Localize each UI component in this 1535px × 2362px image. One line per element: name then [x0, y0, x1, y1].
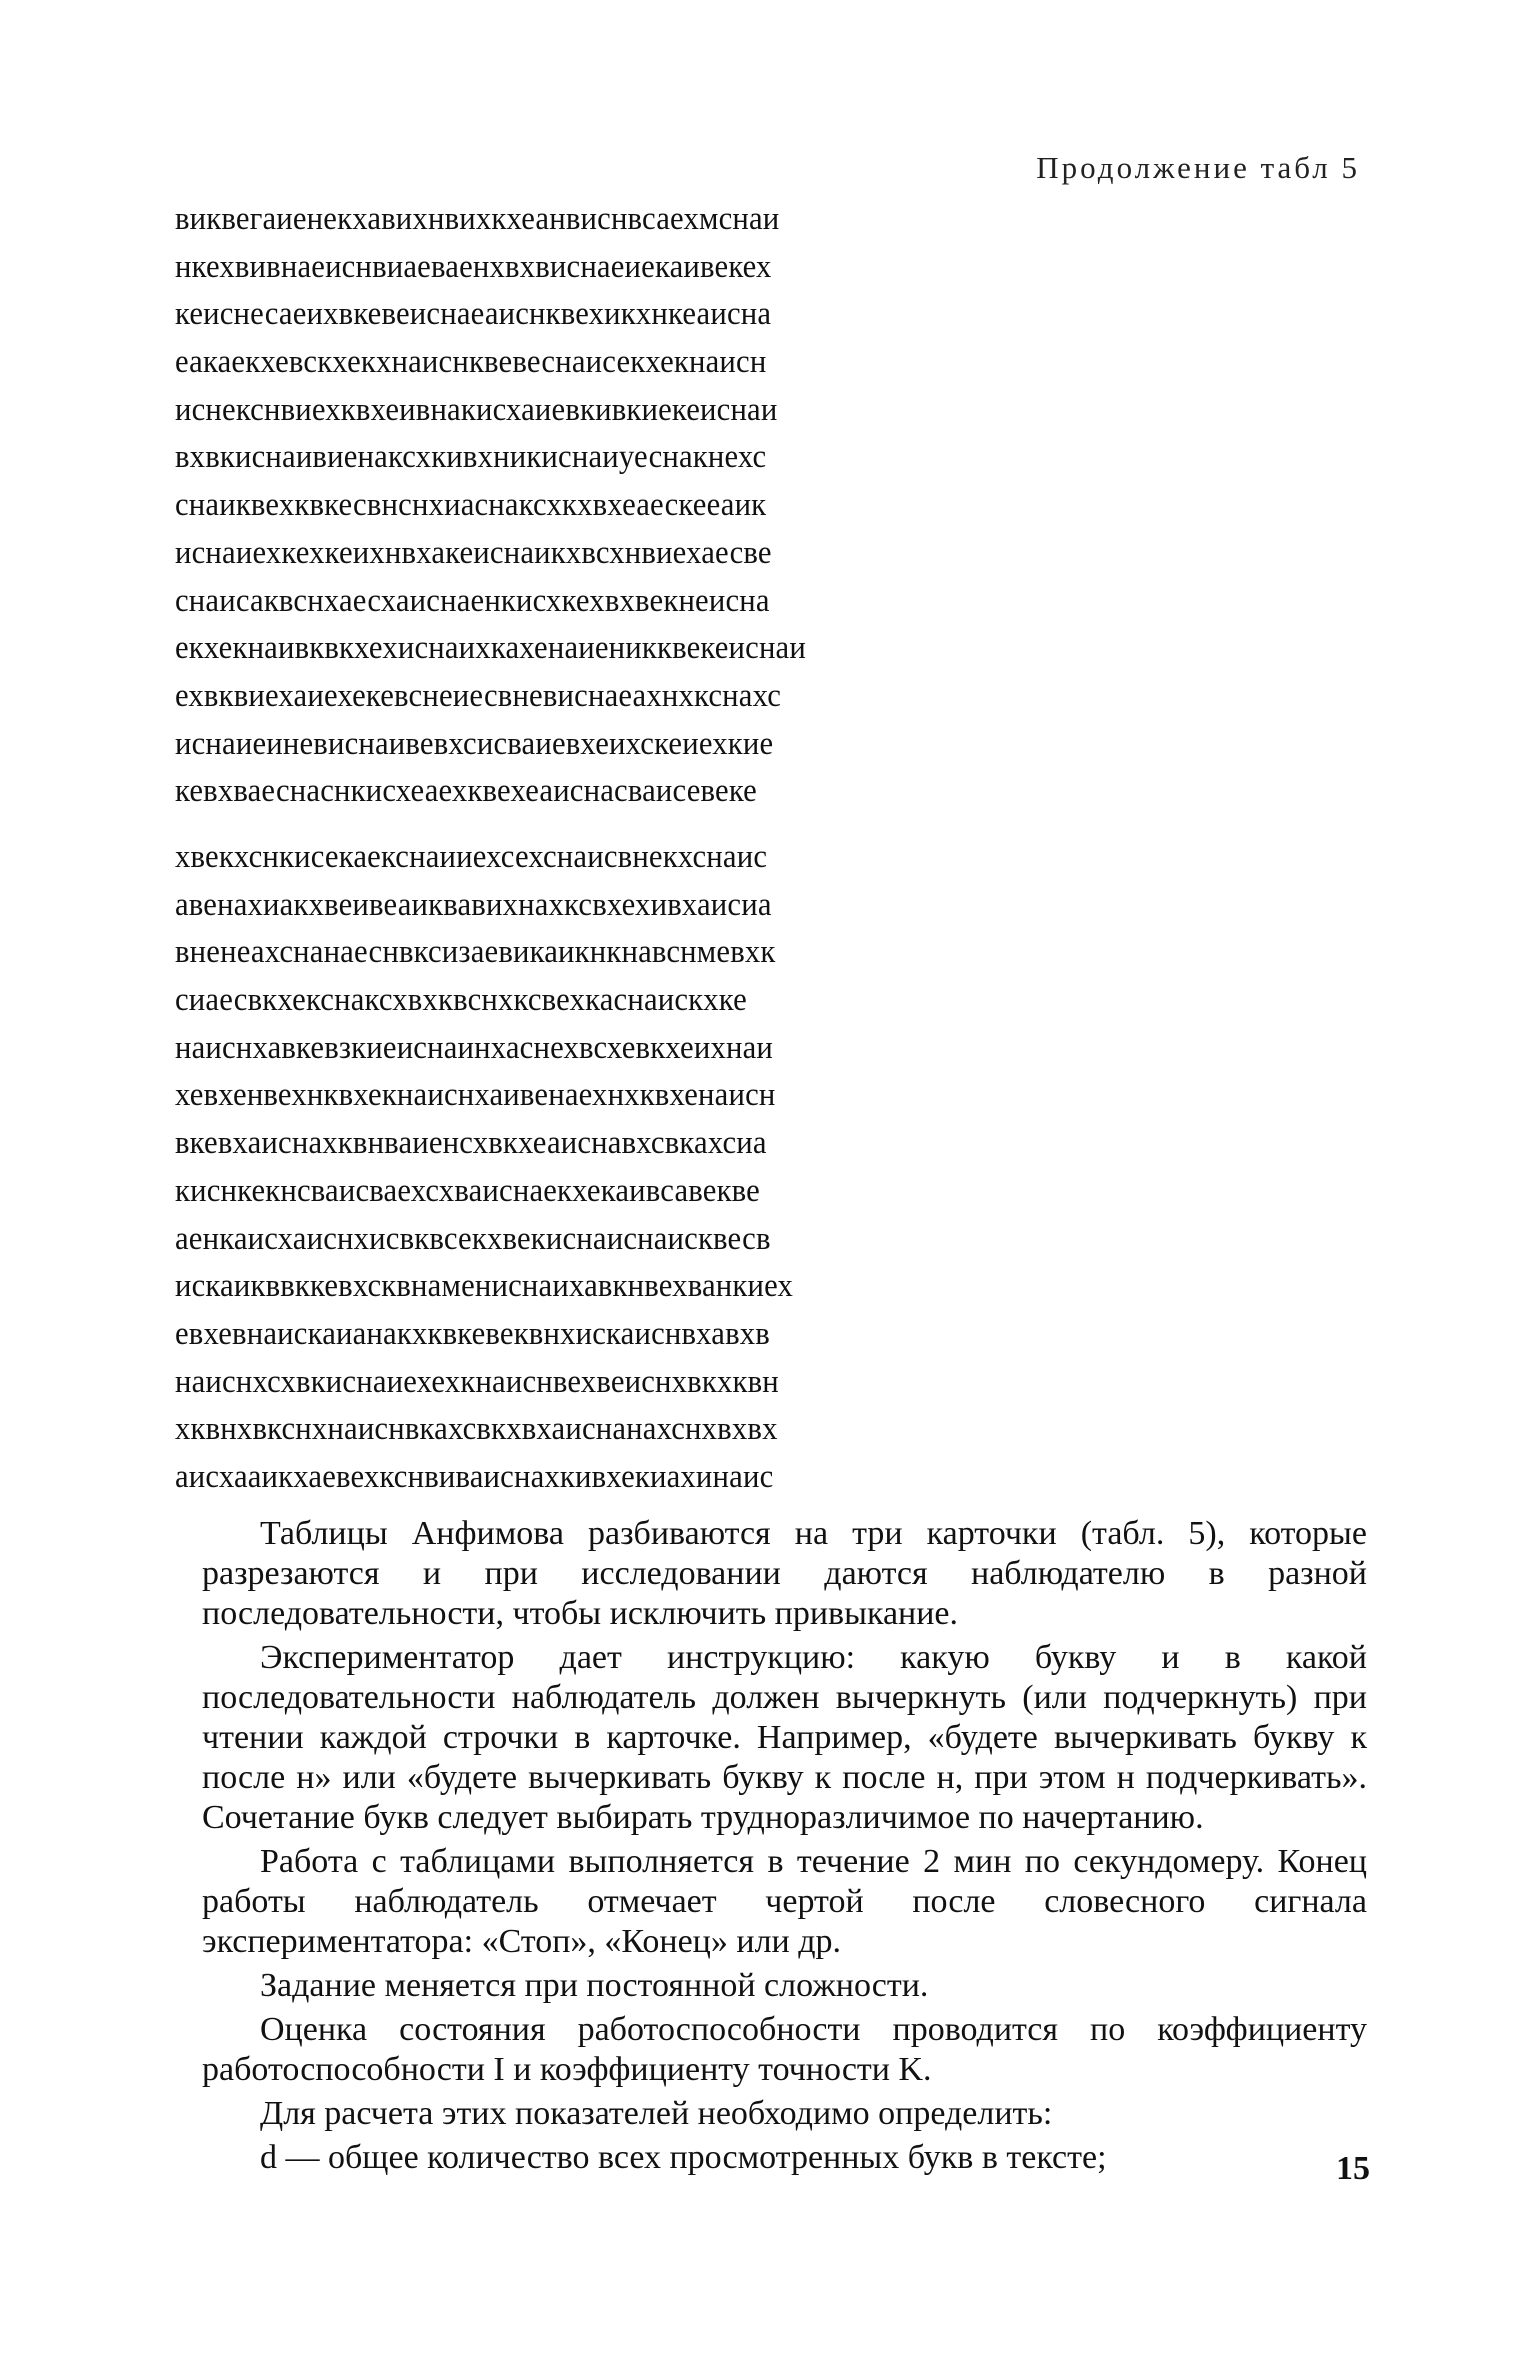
- table-row: снаисаквснхаесхаиснаенкисхкехвхвекнеисна: [175, 582, 770, 619]
- letter-table-block-2: [175, 834, 935, 1502]
- paragraph: Экспериментатор дает инструкцию: какую букву и в какой последовательности наблюдатель должен вычеркнуть (или подчеркнуть) при чтении каждой строчки в карточке. Например, «будете вычеркивать букву к после н» или «будете вычеркивать букву к после н, при этом н подчеркивать». Сочетание букв следует выбирать трудноразличимое по начертанию.: [202, 1639, 1367, 1836]
- body-text: [202, 1514, 1367, 2182]
- table-row: киснкекнсваисваехсхваиснаекхекаивсавекве: [175, 1172, 760, 1209]
- letter-table-block-1: [175, 196, 935, 816]
- paragraph: Работа с таблицами выполняется в течение 2 мин по секундомеру. Конец работы наблюдатель отмечает чертой после словесного сигнала экспериментатора: «Стоп», «Конец» или др.: [202, 1843, 1367, 1960]
- table-row: аисхааикхаевехкснвиваиснахкивхекиахинаис: [175, 1458, 774, 1495]
- table-row: иснекснвиехквхеивнакисхаиевкивкиекеиснаи: [175, 391, 778, 428]
- table-row: еакаекхевскхекхнаиснквевеснаисекхекнаисн: [175, 344, 767, 381]
- table-row: снаиквехквкесвнснхиаснаксхкхвхеаескееаик: [175, 487, 767, 524]
- table-row: хквнхвкснхнаиснвкахсвкхвхаиснанахснхвхвх: [175, 1411, 778, 1448]
- table-row: иснаиехкехкеихнвхакеиснаикхвсхнвиехаесве: [175, 534, 772, 571]
- table-row: кеиснесаеихвкевеиснаеаиснквехикхнкеаисна: [175, 296, 772, 333]
- table-row: наиснхсхвкиснаиехехкнаиснвехвеиснхвкхквн: [175, 1363, 779, 1400]
- paragraph: Оценка состояния работоспособности проводится по коэффициенту работоспособности I и коэффициенту точности K.: [202, 2011, 1367, 2088]
- table-row: виквегаиенекхавихнвихкхеанвиснвсаехмснаи: [175, 201, 780, 237]
- table-row: вкевхаиснахквнваиенсхвкхеаиснавхсвкахсиа: [175, 1125, 767, 1162]
- table-row: екхекнаивквкхехиснаихкахенаиеникквекеиснаи: [175, 630, 806, 667]
- paragraph: d — общее количество всех просмотренных букв в тексте;: [260, 2139, 1107, 2176]
- page-number: 15: [1336, 2150, 1370, 2187]
- table-row: аенкаисхаиснхисвквсекхвекиснаиснаисквесв: [175, 1220, 771, 1257]
- table-row: евхевнаискаианакхквкевеквнхискаиснвхавхв: [175, 1315, 770, 1352]
- table-row: ехвквиехаиехекевснеиесвневиснаеахнхкснахс: [175, 677, 782, 714]
- paragraph: Задание меняется при постоянной сложности.: [260, 1967, 929, 2004]
- table-caption: Продолжение табл 5: [1036, 150, 1360, 185]
- table-row: иснаиеиневиснаивевхсисваиевхеихскеиехкие: [175, 725, 774, 762]
- table-row: хвекхснкисекаекснаииехсехснаисвнекхснаис: [175, 839, 768, 875]
- table-row: хевхенвехнквхекнаиснхаивенаехнхквхенаисн: [175, 1077, 776, 1114]
- table-row: кевхваеснаснкисхеаехквехеаиснасваисевеке: [175, 773, 757, 810]
- table-row: вненеахснанаеснвксизаевикаикнкнавснмевхк: [175, 934, 776, 971]
- table-row: нкехвивнаеиснвиаеваенхвхвиснаеиекаивекех: [175, 248, 772, 285]
- paragraph: Для расчета этих показателей необходимо определить:: [260, 2095, 1053, 2132]
- paragraph: Таблицы Анфимова разбиваются на три карточки (табл. 5), которые разрезаются и при исследовании даются наблюдателю в разной последовательности, чтобы исключить привыкание.: [202, 1515, 1367, 1632]
- table-row: авенахиакхвеивеаиквавихнахксвхехивхаисиа: [175, 886, 772, 923]
- table-row: вхвкиснаивиенаксхкивхникиснаиуеснакнехс: [175, 439, 767, 476]
- table-row: искаикввккевхсквнамениснаихавкнвехванкиех: [175, 1268, 794, 1305]
- table-row: сиаесвкхекснаксхвхквснхксвехкаснаискхке: [175, 982, 747, 1019]
- table-row: наиснхавкевзкиеиснаинхаснехвсхевкхеихнаи: [175, 1029, 774, 1066]
